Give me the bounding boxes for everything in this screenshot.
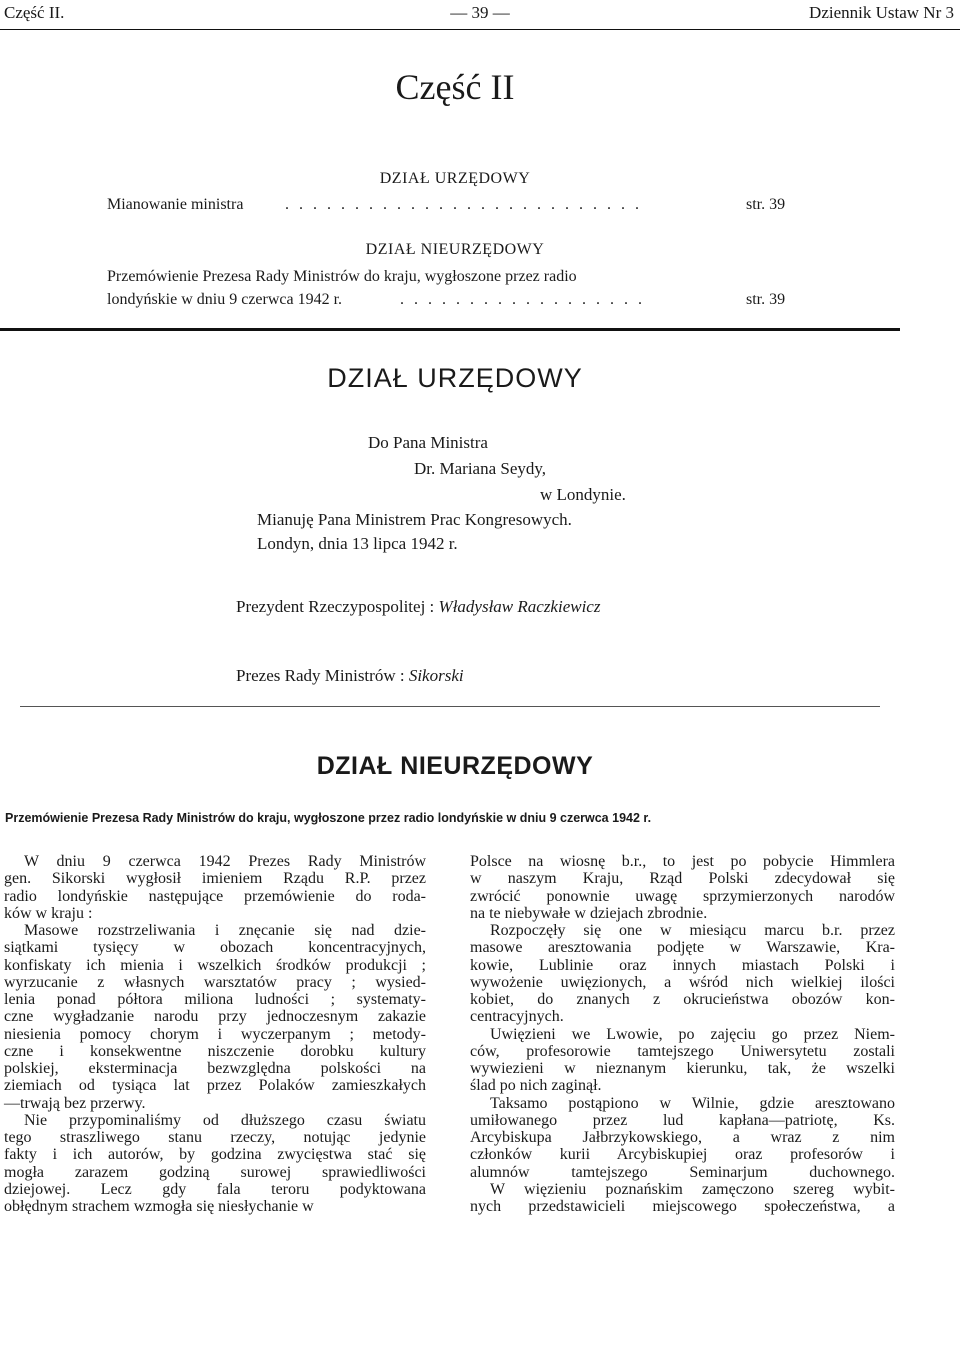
premier-name: Sikorski xyxy=(408,666,464,685)
body-text-line: ców, profesorowie tamtejszego Uniwersytetu zostali xyxy=(470,1042,895,1060)
body-text-line: umiłowanego przez lud kapłana—patriotę, Ks. xyxy=(470,1111,895,1129)
header-part: Część II. xyxy=(4,3,65,22)
body-text-line: nych przedstawicieli miejscowego społeczeństwa, a xyxy=(470,1198,895,1215)
section-divider-rule xyxy=(20,706,880,707)
official-address-line1: Do Pana Ministra xyxy=(368,433,488,452)
unofficial-heading: DZIAŁ NIEURZĘDOWY xyxy=(316,752,594,780)
header-journal: Dziennik Ustaw Nr 3 xyxy=(809,3,954,22)
body-text-line: tego straszliwego stanu rzeczy, notując jedynie xyxy=(4,1129,426,1146)
body-text-line: kobiet, do znanych z okrucieństwa obozów kon- xyxy=(470,991,895,1008)
header-rule xyxy=(0,29,960,30)
body-text-line: Arcybiskupa Jałbrzykowskiego, a wraz z nim xyxy=(470,1129,895,1146)
toc-section1-item: Mianowanie ministra xyxy=(107,196,244,213)
president-label: Prezydent Rzeczypospolitej : xyxy=(236,597,435,616)
body-text-line: W dniu 9 czerwca 1942 Prezes Rady Ministrów xyxy=(24,853,426,870)
body-text-line: fakty i ich autorów, by godzina zwycięstwa stać się xyxy=(4,1146,426,1164)
body-text-line: polskiej, eksterminacja bezwzględna polskości na xyxy=(4,1060,426,1077)
body-text-line: dziejowej. Lecz gdy fala teroru podyktowana xyxy=(4,1180,426,1198)
body-text-line: Polsce na wiosnę b.r., to jest po pobycie Himmlera xyxy=(470,853,895,870)
body-text-line: Uwięzieni we Lwowie, po zajęciu go przez Niem- xyxy=(490,1025,895,1043)
president-name: Władysław Raczkiewicz xyxy=(438,597,601,616)
body-text-line: członków kurii Arcybiskupiej oraz profesorów i xyxy=(470,1146,895,1164)
body-text-line: wywożenie uwięzionych, a wśród nich wielkiej ilości xyxy=(470,973,895,991)
body-text-line: na te niebywałe w dziejach zbrodnie. xyxy=(470,904,708,922)
premier-label: Prezes Rady Ministrów : xyxy=(236,666,405,685)
toc-separator-rule xyxy=(0,328,900,331)
body-text-line: mogła zarazem godziną surowej sprawiedliwości xyxy=(4,1163,426,1181)
official-address-line2: Dr. Mariana Seydy, xyxy=(414,459,547,478)
body-text-line: —trwają bez przerwy. xyxy=(4,1094,146,1112)
body-text-line: ziemiach od tysiąca lat przez Polaków zamieszkałych xyxy=(4,1077,426,1095)
premier-signature-line xyxy=(236,666,464,686)
toc-section1-heading: DZIAŁ URZĘDOWY xyxy=(379,170,531,187)
body-text-line: wyrzucanie z własnych warsztatów pracy ; wysied- xyxy=(4,973,426,991)
president-signature-line xyxy=(236,597,600,617)
body-text-line: zwrócić ponownie uwagę sprzymierzonych narodów xyxy=(470,887,895,905)
body-text-line: radio londyńskie następujące przemówienie do roda- xyxy=(4,887,426,905)
official-heading: DZIAŁ URZĘDOWY xyxy=(327,363,583,393)
toc-section2-page: str. 39 xyxy=(746,291,786,308)
body-text-line: wywiezieni w nieznanym kierunku, tak, że wszelki xyxy=(470,1060,895,1077)
toc-section2-item-line2: londyńskie w dniu 9 czerwca 1942 r. xyxy=(107,291,343,308)
toc-section2-heading: DZIAŁ NIEURZĘDOWY xyxy=(365,241,545,258)
body-text-line: W więzieniu poznańskim zamęczono szereg wybit- xyxy=(490,1180,895,1198)
toc-section1-dots: . . . . . . . . . . . . . . . . . . . . . . . . . . xyxy=(285,196,642,213)
body-text-line: konfiskaty ich mienia i wszelkich środków produkcji ; xyxy=(4,956,426,974)
toc-section2-dots: . . . . . . . . . . . . . . . . . . xyxy=(400,291,645,308)
body-text-line: alumnów tamtejszego Seminarjum duchownego. xyxy=(470,1163,895,1181)
body-text-line: Rozpoczęły się one w miesiącu marcu b.r. przez xyxy=(490,922,895,939)
part-title: Część II xyxy=(395,67,515,107)
body-text-line: masowe aresztowania podjęte w Warszawie, Kra- xyxy=(470,939,895,957)
toc-section1-page: str. 39 xyxy=(746,196,786,213)
body-text-line: lenia ponad półtora miliona ludności ; systematy- xyxy=(4,991,426,1008)
official-place-date: Londyn, dnia 13 lipca 1942 r. xyxy=(257,534,458,553)
body-text-line: czne wygładzanie narodu przy jednoczesnym zakazie xyxy=(4,1008,426,1026)
body-text-line: obłędnym strachem wzmogła się niesłychanie w xyxy=(4,1198,314,1215)
body-text-line: Taksamo postąpiono w Wilnie, gdzie aresztowano xyxy=(490,1094,895,1112)
body-text-line: gen. Sikorski wygłosił imieniem Rządu R.P. przez xyxy=(4,870,426,888)
body-text-line: ków w kraju : xyxy=(4,904,93,922)
header-page-number: — 39 — xyxy=(450,3,510,22)
body-text-line: czne i konsekwentne niszczenie dorobku kultury xyxy=(4,1042,426,1060)
official-address-line3: w Londynie. xyxy=(540,485,626,504)
body-text-line: w naszym Kraju, Rząd Polski zdecydował się xyxy=(470,870,895,888)
body-text-line: Nie przypominaliśmy od dłuższego czasu światu xyxy=(24,1111,426,1129)
unofficial-subheading: Przemówienie Prezesa Rady Ministrów do kraju, wygłoszone przez radio londyńskie w dniu 9 czerwca 1942 r. xyxy=(5,811,652,825)
body-text-line: ślad po nich zaginął. xyxy=(470,1077,602,1095)
body-text-line: siątkami tysięcy w obozach koncentracyjnych, xyxy=(4,939,426,957)
body-text-line: niesienia pomocy chorym i wyczerpanym ; metody- xyxy=(4,1025,426,1043)
official-appointment: Mianuję Pana Ministrem Prac Kongresowych. xyxy=(257,510,572,529)
body-text-line: kowie, Lublinie oraz innych miastach Polski i xyxy=(470,956,895,974)
body-text-line: Masowe rozstrzeliwania i znęcanie się nad dzie- xyxy=(24,922,426,939)
body-text-line: centracyjnych. xyxy=(470,1008,564,1026)
toc-section2-item-line1: Przemówienie Prezesa Rady Ministrów do kraju, wygłoszone przez radio xyxy=(107,268,577,285)
